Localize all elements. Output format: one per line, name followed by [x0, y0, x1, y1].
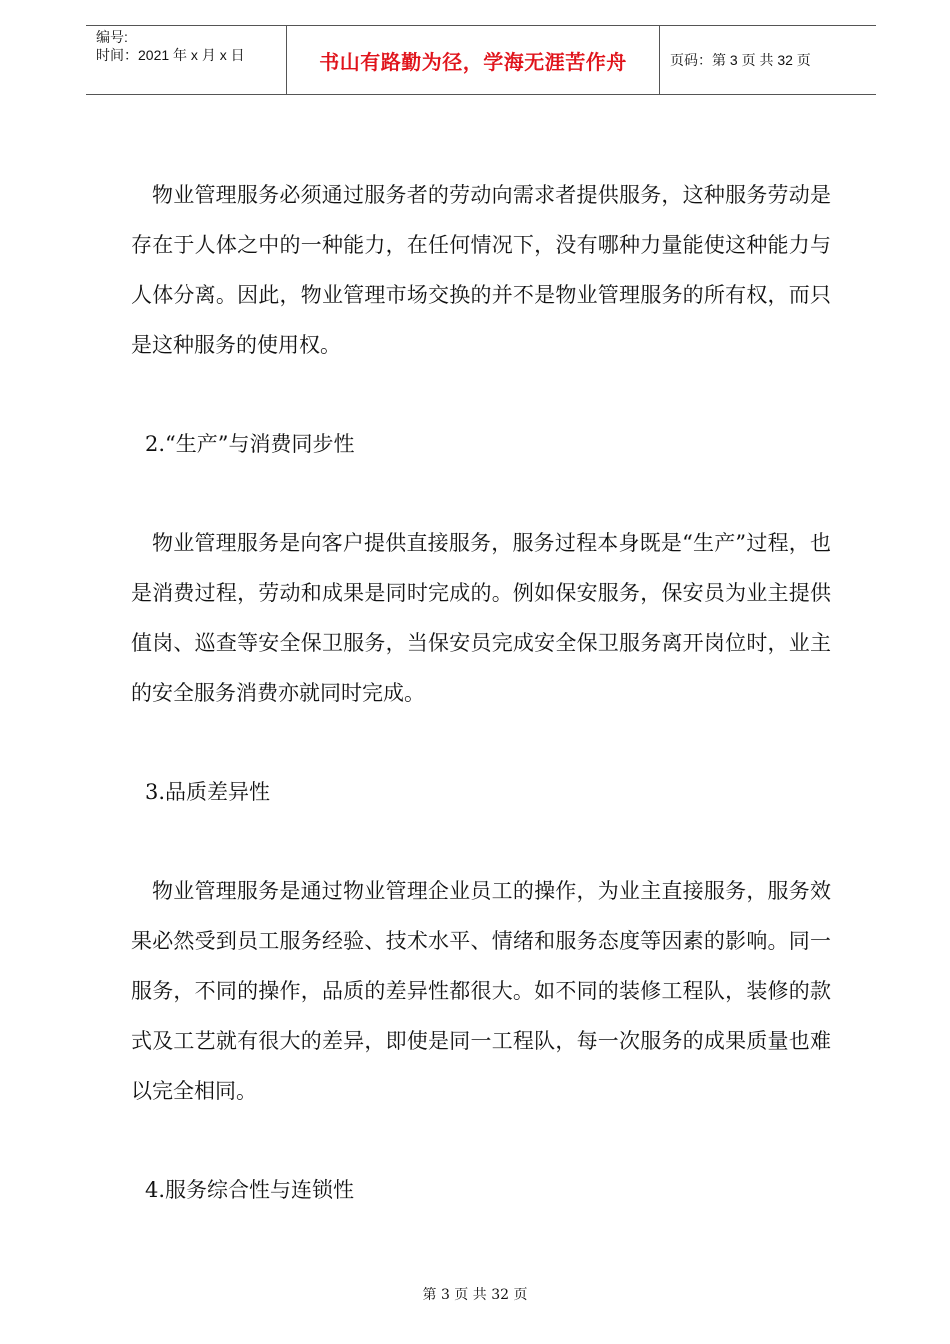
section-heading-3: 3.品质差异性 [145, 780, 271, 804]
header-page-info: 页码：第 3 页 共 32 页 [670, 52, 811, 68]
section-heading-4: 4.服务综合性与连锁性 [145, 1178, 355, 1202]
header-motto-cell [287, 26, 660, 94]
section-heading-2: 2.“生产”与消费同步性 [145, 432, 355, 456]
spacer [131, 370, 831, 419]
spacer [131, 469, 831, 518]
spacer [131, 718, 831, 767]
paragraph-3: 物业管理服务是通过物业管理企业员工的操作，为业主直接服务，服务效果必然受到员工服务经验、技术水平、情绪和服务态度等因素的影响。同一服务，不同的操作，品质的差异性都很大。如不同的装修工程队，装修的款式及工艺就有很大的差异，即使是同一工程队，每一次服务的成果质量也难以完全相同。 [131, 879, 831, 1103]
header-meta-cell [86, 26, 287, 94]
paragraph-2: 物业管理服务是向客户提供直接服务，服务过程本身既是“生产”过程，也是消费过程，劳动和成果是同时完成的。例如保安服务，保安员为业主提供值岗、巡查等安全保卫服务，当保安员完成安全保卫服务离开岗位时，业主的安全服务消费亦就同时完成。 [131, 531, 831, 705]
page-footer: 第 3 页 共 32 页 [422, 1287, 528, 1303]
page-header [86, 25, 876, 95]
document-date: 时间：2021 年 x 月 x 日 [96, 47, 245, 63]
document-number-label: 编号: [96, 29, 128, 45]
header-motto: 书山有路勤为径，学海无涯苦作舟 [319, 49, 627, 74]
spacer [131, 817, 831, 866]
spacer [131, 1116, 831, 1165]
document-body [131, 170, 831, 1215]
paragraph-1: 物业管理服务必须通过服务者的劳动向需求者提供服务，这种服务劳动是存在于人体之中的一种能力，在任何情况下，没有哪种力量能使这种能力与人体分离。因此，物业管理市场交换的并不是物业管理服务的所有权，而只是这种服务的使用权。 [131, 183, 831, 357]
